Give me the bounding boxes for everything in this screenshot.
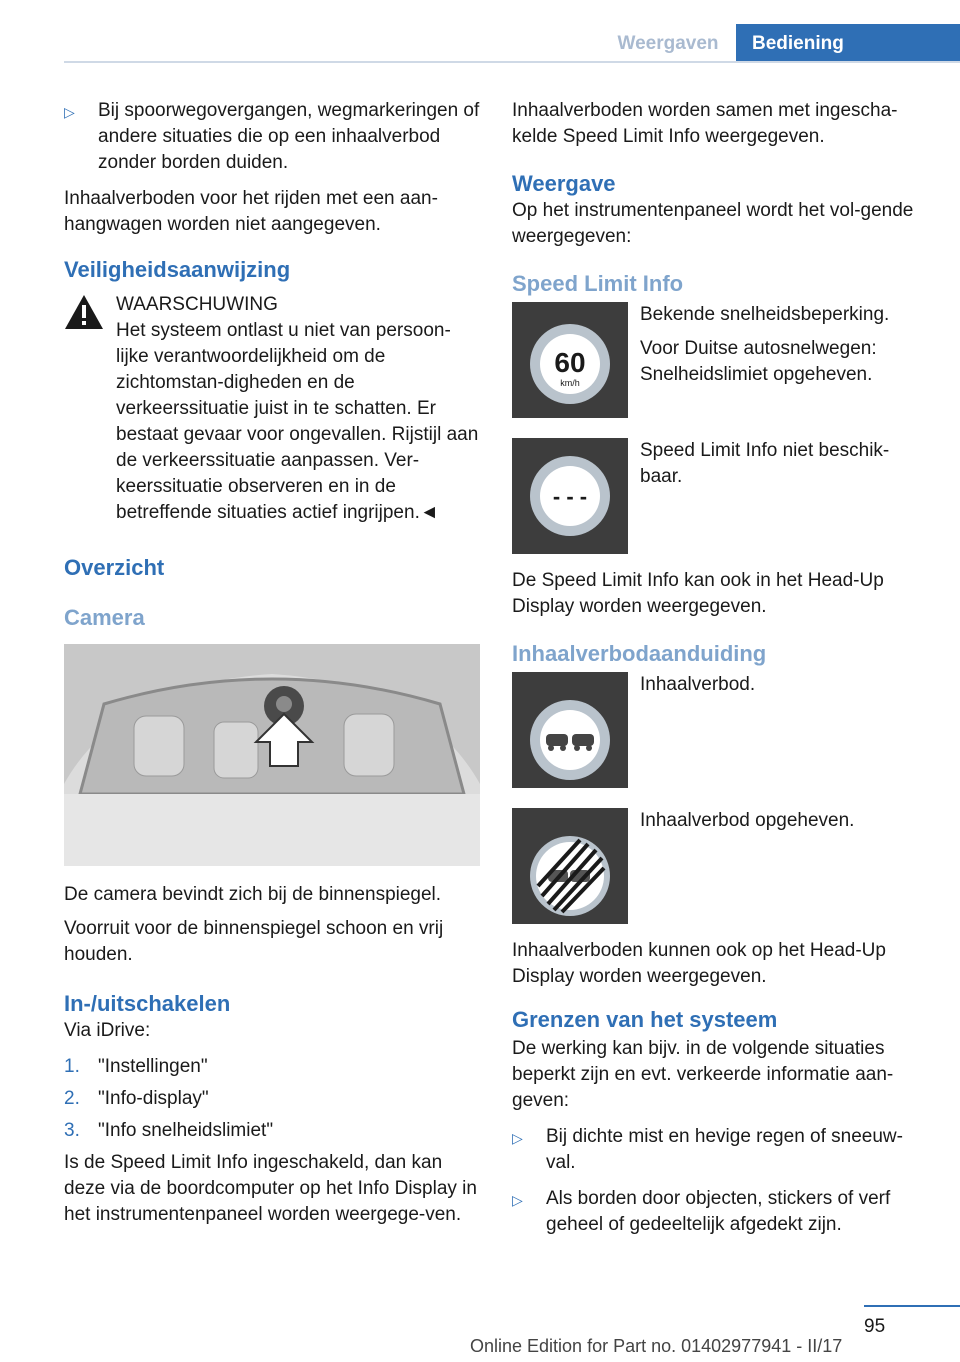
safety-heading: Veiligheidsaanwijzing	[64, 257, 291, 282]
display-heading: Weergave	[512, 171, 616, 196]
trailer-note: Inhaalverboden voor het rijden met een aan-hangwagen worden niet aangegeven.	[64, 188, 438, 235]
step-number: 3.	[64, 1120, 80, 1141]
right-column	[512, 98, 928, 1248]
warning-block	[64, 292, 482, 526]
page-number: 95	[864, 1316, 886, 1337]
bullet-triangle-icon: ▷	[512, 1192, 523, 1208]
display-text: Op het instrumentenpaneel wordt het vol-gende weergegeven:	[512, 200, 914, 247]
sign2-text: Speed Limit Info niet beschik-baar.	[640, 440, 890, 487]
limits-text: De werking kan bijv. in de volgende situaties beperkt zijn en evt. verkeerde informatie aan-geven:	[512, 1038, 894, 1111]
bullet-triangle-icon: ▷	[512, 1130, 523, 1146]
edition-note: Online Edition for Part no. 01402977941 - II/17	[470, 1336, 843, 1356]
list-item	[64, 1118, 482, 1144]
list-item	[64, 1054, 482, 1080]
overtake-heading: Inhaalverbodaanduiding	[512, 641, 767, 666]
speed-limit-sign-icon	[512, 302, 628, 418]
bullet-text: Als borden door objecten, stickers of verf geheel of gedeeltelijk afgedekt zijn.	[546, 1188, 891, 1235]
list-item	[512, 1124, 928, 1176]
speed-value: 60	[554, 347, 586, 378]
bullet-text: Bij spoorwegovergangen, wegmarkeringen of andere situaties die op een inhaalverbod zonder borden duiden.	[98, 100, 480, 173]
chapter-tab: Bediening	[736, 24, 960, 63]
sign-row	[512, 672, 928, 788]
sign-row	[512, 438, 928, 554]
sign1-text-2: Voor Duitse autosnelwegen: Snelheidslimiet opgeheven.	[640, 338, 877, 385]
via-label: Via iDrive:	[64, 1020, 151, 1041]
step-number: 2.	[64, 1088, 80, 1109]
header-rule	[64, 61, 960, 63]
switch-text: Is de Speed Limit Info ingeschakeld, dan kan deze via de boordcomputer op het Info Display in het instrumentenpaneel worden weergege-ven.	[64, 1152, 477, 1225]
speed-unit: km/h	[560, 378, 580, 388]
overtaking-allowed-sign-icon	[512, 808, 628, 924]
step-text: "Instellingen"	[98, 1056, 208, 1077]
speed-unavailable-sign-icon	[512, 438, 628, 554]
bullet-text: Bij dichte mist en hevige regen of sneeuw-val.	[546, 1126, 903, 1173]
list-item	[64, 98, 482, 176]
section-tab: Weergaven	[617, 32, 719, 54]
step-text: "Info snelheidslimiet"	[98, 1120, 274, 1141]
limits-heading: Grenzen van het systeem	[512, 1007, 778, 1032]
hud-note: De Speed Limit Info kan ook in het Head-Up Display worden weergegeven.	[512, 570, 884, 617]
warning-triangle-icon	[64, 294, 104, 330]
sign1-text-1: Bekende snelheidsbeperking.	[640, 304, 890, 325]
switch-heading: In-/uitschakelen	[64, 991, 231, 1016]
no-overtaking-sign-icon	[512, 672, 628, 788]
unavailable-dashes: - - -	[552, 484, 588, 509]
sign3-text: Inhaalverbod.	[640, 674, 756, 695]
warning-label: WAARSCHUWING	[116, 294, 278, 315]
list-item	[512, 1186, 928, 1238]
speed-limit-heading: Speed Limit Info	[512, 271, 684, 296]
step-number: 1.	[64, 1056, 80, 1077]
camera-caption: De camera bevindt zich bij de binnenspiegel.	[64, 884, 442, 905]
overview-heading: Overzicht	[64, 555, 165, 580]
left-column	[64, 98, 482, 1242]
overtake-hud-note: Inhaalverboden kunnen ook op het Head-Up Display worden weergegeven.	[512, 940, 886, 987]
intro-text: Inhaalverboden worden samen met ingescha-kelde Speed Limit Info weergegeven.	[512, 100, 898, 147]
footer-rule	[864, 1305, 960, 1307]
sign4-text: Inhaalverbod opgeheven.	[640, 810, 855, 831]
list-item	[64, 1086, 482, 1112]
bullet-triangle-icon: ▷	[64, 104, 75, 120]
camera-image	[64, 644, 480, 866]
sign-row	[512, 808, 928, 924]
warning-text: Het systeem ontlast u niet van persoon-lijke verantwoordelijkheid om de zichtomstan-digheden en de verkeerssituatie juist in te schatten. Er bestaat gevaar voor ongevallen. Rijstijl aan de verkeerssituatie aanpassen. Ver-keerssituatie observeren en in de betreffende situaties actief ingrijpen.◄	[116, 320, 479, 523]
camera-heading: Camera	[64, 605, 145, 630]
camera-clean-note: Voorruit voor de binnenspiegel schoon en vrij houden.	[64, 918, 444, 965]
sign-row	[512, 302, 928, 418]
step-text: "Info-display"	[98, 1088, 209, 1109]
